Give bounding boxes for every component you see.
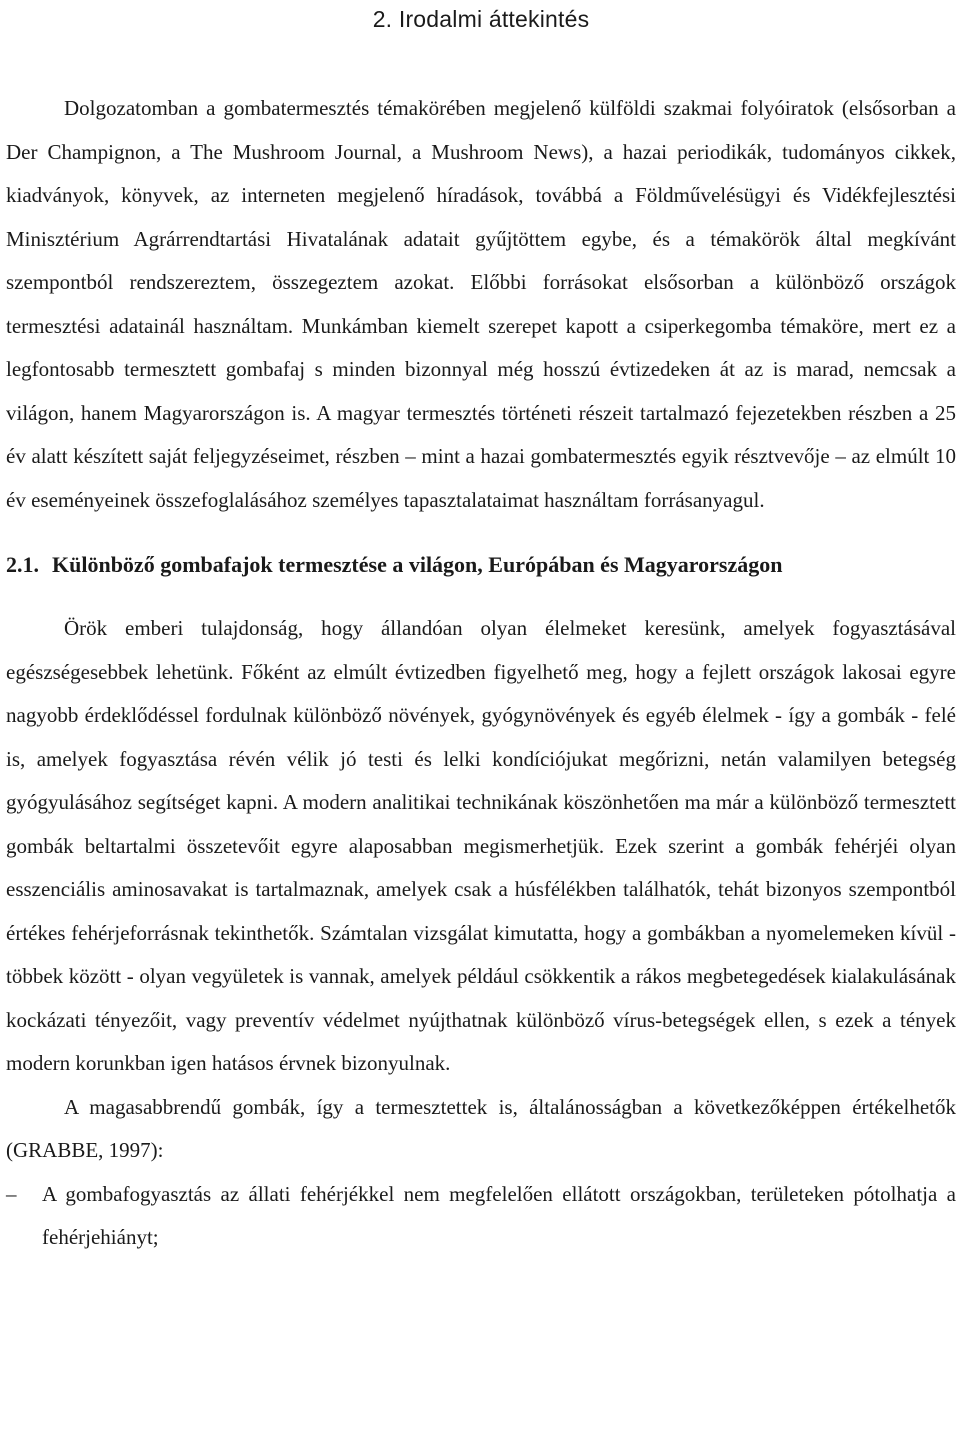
intro-paragraph: Dolgozatomban a gombatermesztés témakörében megjelenő külföldi szakmai folyóiratok (elsősorban a Der Champignon, a The Mushroom Journal, a Mushroom News), a hazai periodikák, tudományos cikkek, kiadványok, könyvek, az interneten megjelenő híradások, továbbá a Földművelésügyi és Vidékfejlesztési Minisztérium Agrárrendtartási Hivatalának adatait gyűjtöttem egybe, és a témakörök által megkívánt szempontból rendszereztem, összegeztem azokat. Előbbi forrásokat elsősorban a különböző országok termesztési adatainál használtam. Munkámban kiemelt szerepet kapott a csiperkegomba témaköre, mert ez a legfontosabb termesztett gombafaj s minden bizonnyal még hosszú évtizedeken át az is marad, nemcsak a világon, hanem Magyarországon is. A magyar termesztés történeti részeit tartalmazó fejezetekben részben a 25 év alatt készített saját feljegyzéseimet, részben – mint a hazai gombatermesztés egyik résztvevője – az elmúlt 10 év eseményeinek összefoglalásához személyes tapasztalataimat használtam forrásanyagul. [6, 96, 956, 512]
list-item [6, 1173, 956, 1260]
value-list [6, 1173, 956, 1260]
health-paragraph: Örök emberi tulajdonság, hogy állandóan olyan élelmeket keresünk, amelyek fogyasztásával egészségesebbek lehetünk. Főként az elmúlt évtizedben figyelhető meg, hogy a fejlett országok lakosai egyre nagyobb érdeklődéssel fordulnak különböző növények, gyógynövények és egyéb élelmek - így a gombák - felé is, amelyek fogyasztása révén vélik jó testi és lelki kondíciójukat megőrizni, netán valamilyen betegség gyógyulásához segítséget kapni. A modern analitikai technikának köszönhetően ma már a különböző termesztett gombák beltartalmi összetevőit egyre alaposabban megismerhetjük. Ezek szerint a gombák fehérjéi olyan esszenciális aminosavakat is tartalmaznak, amelyek csak a húsfélékben találhatók, tehát bizonyos szempontból értékes fehérjeforrásnak tekinthetők. Számtalan vizsgálat kimutatta, hogy a gombákban a nyomelemeken kívül - többek között - olyan vegyületek is vannak, amelyek például csökkentik a rákos megbetegedések kialakulásának kockázati tényezőit, vagy preventív védelmet nyújthatnak különböző vírus-betegségek ellen, s ezek a tények modern korunkban igen hatásos érvnek bizonyulnak. [6, 616, 956, 1075]
section-heading [6, 542, 956, 588]
chapter-title: 2. Irodalmi áttekintés [372, 6, 590, 32]
list-item-text: A gombafogyasztás az állati fehérjékkel nem megfelelően ellátott országokban, területeken pótolhatja a fehérjehiányt; [42, 1181, 956, 1249]
document-page [6, 0, 956, 1260]
dash-bullet: – [6, 1181, 17, 1206]
grabbe-paragraph: A magasabbrendű gombák, így a termesztettek is, általánosságban a következőképpen értékelhetők (GRABBE, 1997): [6, 1094, 956, 1162]
section-number: 2.1. [6, 552, 39, 577]
section-title: Különböző gombafajok termesztése a világon, Európában és Magyarországon [52, 552, 783, 577]
